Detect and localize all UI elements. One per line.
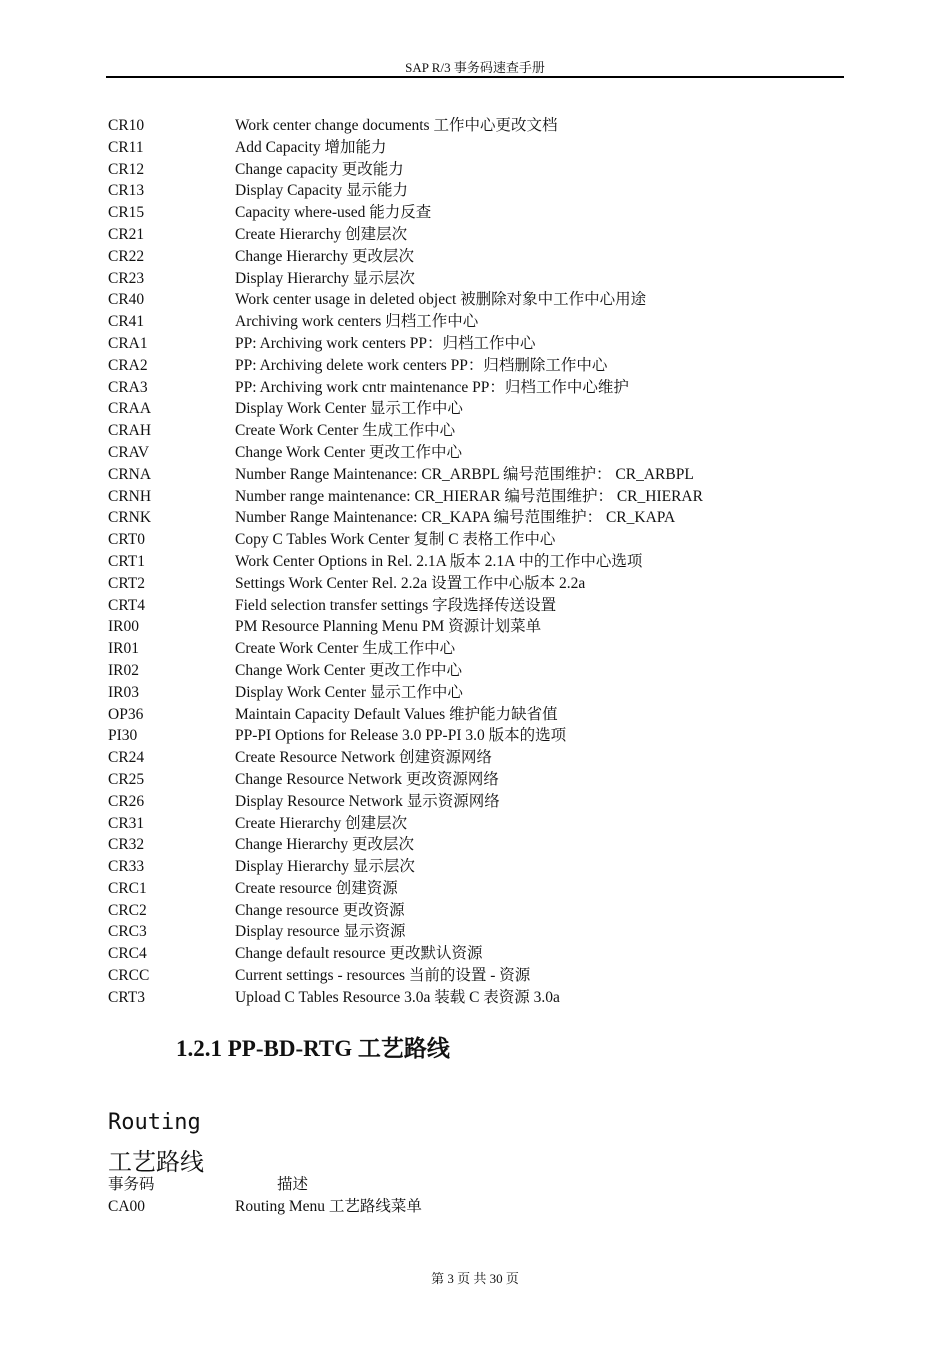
transaction-description: Change Hierarchy 更改层次 bbox=[235, 836, 415, 854]
list-item bbox=[108, 224, 848, 246]
transaction-code: CR10 bbox=[108, 117, 145, 134]
transaction-description: PP: Archiving delete work centers PP：归档删除工作中心 bbox=[235, 356, 608, 374]
list-item bbox=[108, 486, 848, 508]
list-item bbox=[108, 747, 848, 769]
transaction-description: Create Hierarchy 创建层次 bbox=[235, 814, 408, 832]
list-item bbox=[108, 115, 848, 137]
transaction-description: Copy C Tables Work Center 复制 C 表格工作中心 bbox=[235, 531, 556, 549]
page-footer: 第 3 页 共 30 页 bbox=[431, 1271, 519, 1286]
transaction-code: CRAV bbox=[108, 443, 150, 461]
list-item bbox=[108, 660, 848, 682]
transaction-code: CR22 bbox=[108, 247, 145, 265]
transaction-description: Display Work Center 显示工作中心 bbox=[235, 400, 463, 418]
transaction-description: Upload C Tables Resource 3.0a 装载 C 表资源 3.0a bbox=[235, 988, 560, 1006]
section-heading: 1.2.1 PP-BD-RTG 工艺路线 bbox=[176, 1036, 450, 1061]
transaction-code-list bbox=[108, 115, 848, 1009]
list-item bbox=[108, 791, 848, 813]
list-item bbox=[108, 769, 848, 791]
transaction-code: CRAA bbox=[108, 400, 152, 418]
transaction-code: CR15 bbox=[108, 204, 145, 222]
transaction-code: CRAH bbox=[108, 422, 152, 440]
transaction-code: CRA1 bbox=[108, 334, 148, 352]
transaction-code: CR12 bbox=[108, 160, 145, 178]
transaction-description: Change default resource 更改默认资源 bbox=[235, 945, 483, 963]
transaction-description: Display resource 显示资源 bbox=[235, 923, 406, 941]
transaction-description: Create Work Center 生成工作中心 bbox=[235, 640, 456, 658]
transaction-description: Work center usage in deleted object 被删除对象中工作中心用途 bbox=[235, 291, 647, 309]
list-item bbox=[108, 704, 848, 726]
transaction-description: Create Resource Network 创建资源网络 bbox=[235, 749, 492, 767]
transaction-code: CRT2 bbox=[108, 574, 145, 592]
transaction-code: IR02 bbox=[108, 661, 139, 679]
transaction-code: CRNK bbox=[108, 509, 152, 527]
transaction-code: CRNH bbox=[108, 487, 152, 505]
transaction-description: Number Range Maintenance: CR_KAPA 编号范围维护： CR_KAPA bbox=[235, 509, 676, 527]
column-header-code: 事务码 bbox=[108, 1176, 155, 1193]
transaction-description: PP: Archiving work centers PP：归档工作中心 bbox=[235, 334, 536, 352]
transaction-description: Change capacity 更改能力 bbox=[235, 160, 404, 178]
list-item bbox=[108, 921, 848, 943]
transaction-code: CRC1 bbox=[108, 879, 147, 897]
transaction-code: CR40 bbox=[108, 291, 145, 309]
list-item bbox=[108, 507, 848, 529]
transaction-code: CRT4 bbox=[108, 596, 145, 614]
transaction-code: CRA3 bbox=[108, 378, 148, 396]
transaction-code: CRA2 bbox=[108, 356, 148, 374]
transaction-description: Display Capacity 显示能力 bbox=[235, 182, 409, 200]
list-item bbox=[108, 551, 848, 573]
routing-title-cn: 工艺路线 bbox=[108, 1148, 204, 1176]
list-item bbox=[108, 834, 848, 856]
transaction-code: CA00 bbox=[108, 1198, 146, 1215]
transaction-description: Create Hierarchy 创建层次 bbox=[235, 225, 408, 243]
transaction-code: CRCC bbox=[108, 967, 150, 985]
transaction-description: Display Work Center 显示工作中心 bbox=[235, 683, 463, 701]
transaction-description: Number Range Maintenance: CR_ARBPL 编号范围维护： CR_ARBPL bbox=[235, 465, 694, 483]
transaction-description: Change Work Center 更改工作中心 bbox=[235, 443, 463, 461]
list-item bbox=[108, 682, 848, 704]
list-item bbox=[108, 420, 848, 442]
transaction-code: CRC2 bbox=[108, 901, 147, 919]
transaction-description: Capacity where-used 能力反查 bbox=[235, 204, 432, 222]
transaction-code: CR11 bbox=[108, 138, 144, 156]
transaction-description: PP: Archiving work cntr maintenance PP：归档工作中心维护 bbox=[235, 378, 629, 396]
transaction-description: Current settings - resources 当前的设置 - 资源 bbox=[235, 967, 531, 985]
transaction-description: PP-PI Options for Release 3.0 PP-PI 3.0 版本的选项 bbox=[235, 727, 567, 745]
list-item bbox=[108, 943, 848, 965]
transaction-description: Create Work Center 生成工作中心 bbox=[235, 422, 456, 440]
list-item bbox=[108, 856, 848, 878]
transaction-description: Change Work Center 更改工作中心 bbox=[235, 661, 463, 679]
transaction-code: IR03 bbox=[108, 683, 139, 701]
list-item bbox=[108, 311, 848, 333]
transaction-description: Change Hierarchy 更改层次 bbox=[235, 247, 415, 265]
list-item bbox=[108, 464, 848, 486]
list-item bbox=[108, 246, 848, 268]
transaction-code: CRT3 bbox=[108, 988, 145, 1006]
transaction-description: Create resource 创建资源 bbox=[235, 879, 398, 897]
transaction-description: Display Resource Network 显示资源网络 bbox=[235, 792, 500, 810]
column-headers bbox=[108, 1174, 848, 1196]
list-item bbox=[108, 333, 848, 355]
page-header: SAP R/3 事务码速查手册 bbox=[405, 60, 545, 75]
transaction-description: Number range maintenance: CR_HIERAR 编号范围维护： CR_HIERAR bbox=[235, 487, 703, 505]
list-item bbox=[108, 725, 848, 747]
list-item bbox=[108, 878, 848, 900]
transaction-code: CR25 bbox=[108, 770, 145, 788]
list-item bbox=[108, 268, 848, 290]
list-item bbox=[108, 377, 848, 399]
list-item bbox=[108, 398, 848, 420]
list-item bbox=[108, 616, 848, 638]
list-item bbox=[108, 289, 848, 311]
list-item bbox=[108, 137, 848, 159]
list-item bbox=[108, 202, 848, 224]
transaction-description: PM Resource Planning Menu PM 资源计划菜单 bbox=[235, 618, 542, 636]
list-item bbox=[108, 159, 848, 181]
transaction-code: CR33 bbox=[108, 858, 145, 876]
routing-title-en: Routing bbox=[108, 1110, 201, 1135]
transaction-description: Display Hierarchy 显示层次 bbox=[235, 858, 415, 876]
list-item bbox=[108, 573, 848, 595]
transaction-code: CR41 bbox=[108, 313, 145, 331]
header-rule bbox=[106, 76, 844, 78]
list-item bbox=[108, 595, 848, 617]
transaction-code: OP36 bbox=[108, 705, 144, 723]
list-item bbox=[108, 1196, 848, 1218]
transaction-description: Work Center Options in Rel. 2.1A 版本 2.1A 中的工作中心选项 bbox=[235, 552, 643, 570]
list-item bbox=[108, 180, 848, 202]
transaction-code: PI30 bbox=[108, 727, 138, 745]
list-item bbox=[108, 987, 848, 1009]
transaction-code: CRT1 bbox=[108, 552, 145, 570]
transaction-description: Change Resource Network 更改资源网络 bbox=[235, 770, 499, 788]
transaction-code: CRC4 bbox=[108, 945, 147, 963]
list-item bbox=[108, 529, 848, 551]
transaction-description: Change resource 更改资源 bbox=[235, 901, 405, 919]
transaction-description: Field selection transfer settings 字段选择传送设置 bbox=[235, 596, 557, 614]
transaction-description: Routing Menu 工艺路线菜单 bbox=[235, 1198, 422, 1215]
list-item bbox=[108, 355, 848, 377]
list-item bbox=[108, 638, 848, 660]
transaction-code: CR23 bbox=[108, 269, 145, 287]
transaction-code: CR21 bbox=[108, 225, 145, 243]
list-item bbox=[108, 813, 848, 835]
transaction-description: Maintain Capacity Default Values 维护能力缺省值 bbox=[235, 705, 558, 723]
transaction-code: CR32 bbox=[108, 836, 145, 854]
transaction-code: IR00 bbox=[108, 618, 139, 636]
transaction-code: IR01 bbox=[108, 640, 139, 658]
transaction-description: Work center change documents 工作中心更改文档 bbox=[235, 117, 558, 134]
transaction-code: CRNA bbox=[108, 465, 152, 483]
transaction-description: Archiving work centers 归档工作中心 bbox=[235, 313, 479, 331]
list-item bbox=[108, 442, 848, 464]
transaction-code: CR13 bbox=[108, 182, 145, 200]
list-item bbox=[108, 965, 848, 987]
transaction-description: Add Capacity 增加能力 bbox=[235, 138, 387, 156]
transaction-code: CR24 bbox=[108, 749, 145, 767]
transaction-code: CRT0 bbox=[108, 531, 145, 549]
list-item bbox=[108, 900, 848, 922]
transaction-code: CR26 bbox=[108, 792, 145, 810]
transaction-code: CRC3 bbox=[108, 923, 147, 941]
transaction-description: Settings Work Center Rel. 2.2a 设置工作中心版本 2.2a bbox=[235, 574, 586, 592]
transaction-description: Display Hierarchy 显示层次 bbox=[235, 269, 415, 287]
transaction-code: CR31 bbox=[108, 814, 145, 832]
column-header-desc: 描述 bbox=[277, 1176, 309, 1193]
